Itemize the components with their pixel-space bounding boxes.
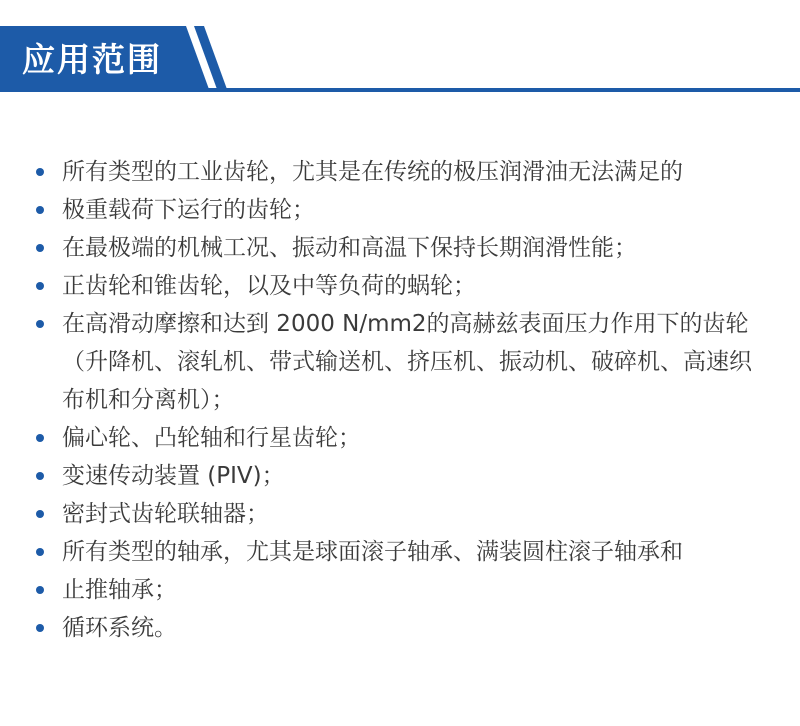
bullet-dot-icon xyxy=(36,624,44,632)
bullet-dot-icon xyxy=(36,168,44,176)
bullet-dot-icon xyxy=(36,510,44,518)
bullet-dot-icon xyxy=(36,320,44,328)
bullet-dot-icon xyxy=(36,434,44,442)
section-title: 应用范围 xyxy=(22,40,162,79)
list-item xyxy=(0,305,800,419)
list-item xyxy=(0,457,800,495)
bullet-dot-icon xyxy=(36,586,44,594)
list-item-text: 正齿轮和锥齿轮，以及中等负荷的蜗轮； xyxy=(62,273,476,299)
list-item xyxy=(0,153,800,191)
list-item xyxy=(0,571,800,609)
list-item-text: 在最极端的机械工况、振动和高温下保持长期润滑性能； xyxy=(62,235,637,261)
list-item-text: 止推轴承； xyxy=(62,577,177,603)
list-item-text: 变速传动装置 (PIV)； xyxy=(62,463,285,489)
bullet-dot-icon xyxy=(36,282,44,290)
list-item-text: 极重载荷下运行的齿轮； xyxy=(62,197,315,223)
list-item-text: 密封式齿轮联轴器； xyxy=(62,501,269,527)
list-item-text: 循环系统。 xyxy=(62,615,177,641)
bullet-dot-icon xyxy=(36,244,44,252)
bullet-dot-icon xyxy=(36,206,44,214)
list-item xyxy=(0,419,800,457)
section-header xyxy=(0,0,800,100)
list-item xyxy=(0,191,800,229)
list-item xyxy=(0,533,800,571)
bullet-dot-icon xyxy=(36,472,44,480)
list-item-text: 所有类型的工业齿轮，尤其是在传统的极压润滑油无法满足的 xyxy=(62,159,683,185)
list-item-text: 在高滑动摩擦和达到 2000 N/mm2的高赫兹表面压力作用下的齿轮（升降机、滚轧机、带式输送机、挤压机、振动机、破碎机、高速织布机和分离机）； xyxy=(62,311,752,413)
list-item xyxy=(0,495,800,533)
list-item xyxy=(0,609,800,647)
bullet-dot-icon xyxy=(36,548,44,556)
list-item xyxy=(0,267,800,305)
list-item xyxy=(0,229,800,267)
application-list xyxy=(0,153,800,647)
list-item-text: 偏心轮、凸轮轴和行星齿轮； xyxy=(62,425,361,451)
list-item-text: 所有类型的轴承，尤其是球面滚子轴承、满装圆柱滚子轴承和 xyxy=(62,539,683,565)
